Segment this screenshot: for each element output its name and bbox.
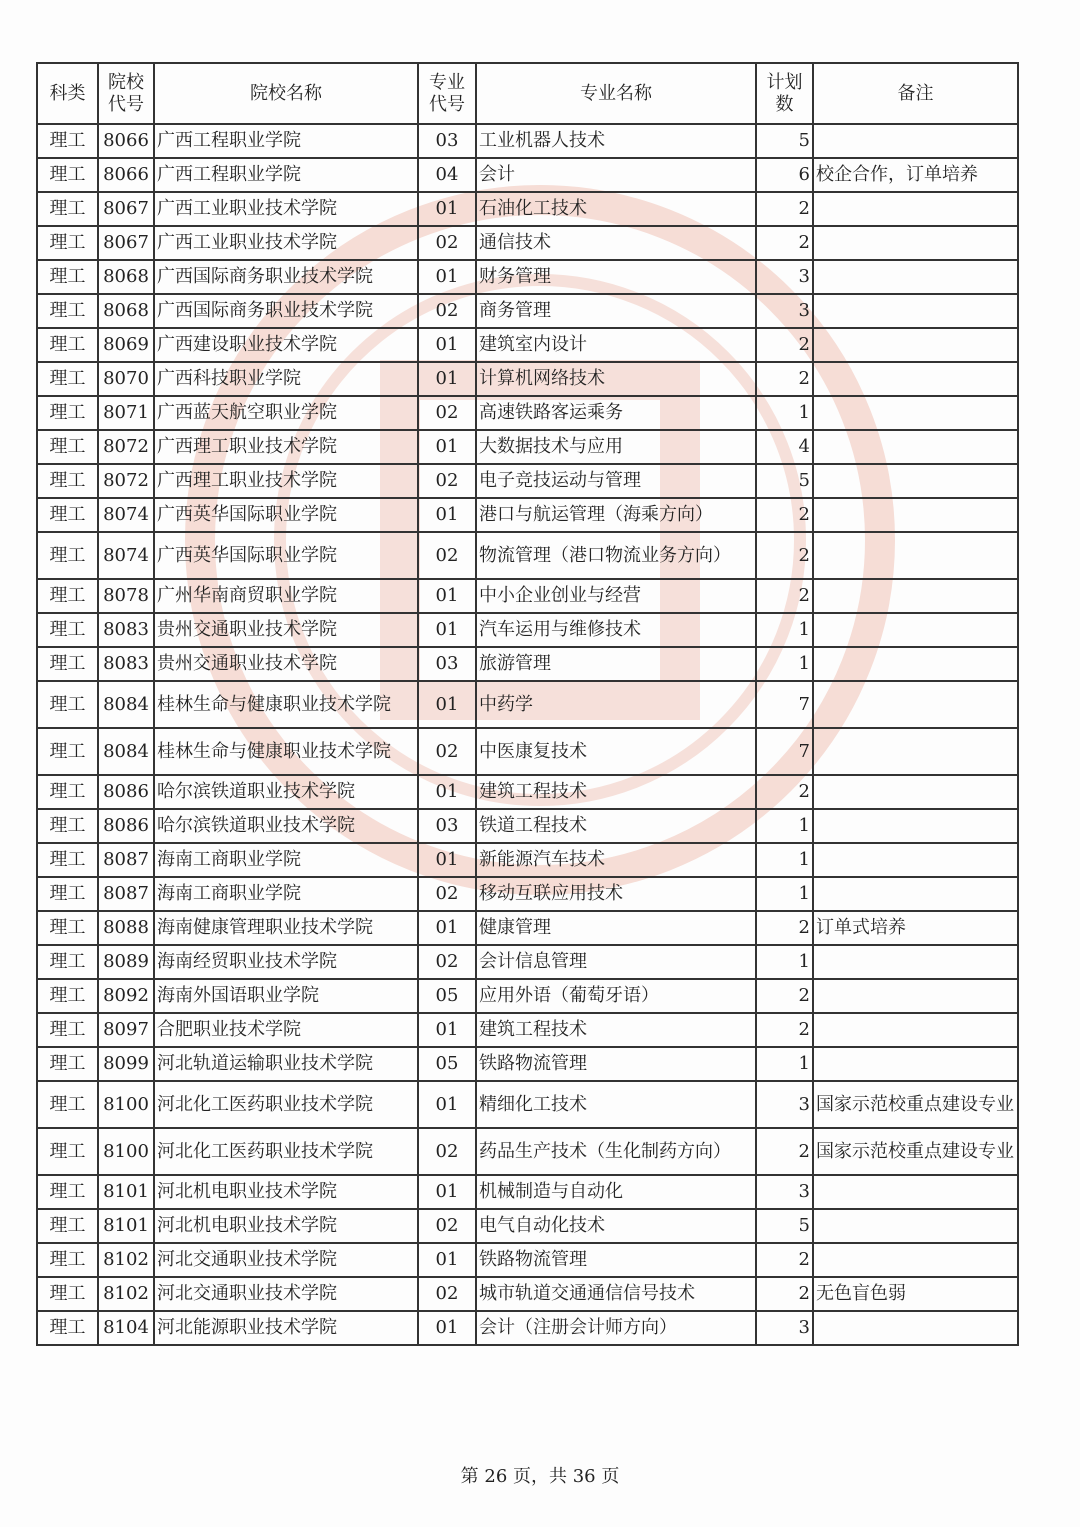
cell-major-name: 精细化工技术 <box>476 1081 756 1128</box>
table-row <box>37 464 1018 498</box>
cell-major-name: 物流管理（港口物流业务方向） <box>476 532 756 579</box>
cell-school-code: 8100 <box>98 1128 154 1175</box>
cell-major-code: 01 <box>418 260 476 294</box>
cell-category: 理工 <box>37 775 98 809</box>
cell-category: 理工 <box>37 498 98 532</box>
cell-school-code: 8067 <box>98 226 154 260</box>
cell-remarks <box>813 877 1018 911</box>
cell-major-name: 建筑室内设计 <box>476 328 756 362</box>
page-number: 第 26 页，共 36 页 <box>460 1466 620 1487</box>
cell-major-code: 01 <box>418 1013 476 1047</box>
cell-major-name: 会计信息管理 <box>476 945 756 979</box>
cell-plan-count: 5 <box>756 124 813 158</box>
cell-major-name: 港口与航运管理（海乘方向） <box>476 498 756 532</box>
cell-school-code: 8084 <box>98 681 154 728</box>
cell-major-name: 工业机器人技术 <box>476 124 756 158</box>
cell-plan-count: 3 <box>756 1175 813 1209</box>
cell-remarks <box>813 945 1018 979</box>
cell-plan-count: 2 <box>756 911 813 945</box>
cell-category: 理工 <box>37 809 98 843</box>
cell-major-name: 铁道工程技术 <box>476 809 756 843</box>
cell-plan-count: 2 <box>756 226 813 260</box>
cell-major-code: 01 <box>418 1311 476 1345</box>
table-row <box>37 498 1018 532</box>
cell-plan-count: 6 <box>756 158 813 192</box>
cell-category: 理工 <box>37 1081 98 1128</box>
cell-category: 理工 <box>37 728 98 775</box>
cell-school-name: 广西建设职业技术学院 <box>154 328 418 362</box>
admission-plan-table <box>36 62 1019 1346</box>
cell-category: 理工 <box>37 1243 98 1277</box>
cell-major-code: 03 <box>418 647 476 681</box>
cell-school-code: 8067 <box>98 192 154 226</box>
cell-school-code: 8102 <box>98 1277 154 1311</box>
cell-major-code: 01 <box>418 775 476 809</box>
cell-plan-count: 2 <box>756 775 813 809</box>
cell-school-code: 8104 <box>98 1311 154 1345</box>
cell-major-code: 01 <box>418 843 476 877</box>
cell-remarks <box>813 1175 1018 1209</box>
cell-category: 理工 <box>37 430 98 464</box>
cell-major-name: 商务管理 <box>476 294 756 328</box>
cell-school-name: 河北交通职业技术学院 <box>154 1277 418 1311</box>
cell-remarks <box>813 728 1018 775</box>
cell-plan-count: 2 <box>756 579 813 613</box>
cell-major-name: 电子竞技运动与管理 <box>476 464 756 498</box>
cell-remarks <box>813 579 1018 613</box>
cell-school-code: 8099 <box>98 1047 154 1081</box>
cell-plan-count: 2 <box>756 1013 813 1047</box>
cell-remarks <box>813 192 1018 226</box>
table-row <box>37 579 1018 613</box>
cell-major-name: 健康管理 <box>476 911 756 945</box>
cell-school-name: 桂林生命与健康职业技术学院 <box>154 681 418 728</box>
cell-remarks <box>813 260 1018 294</box>
cell-plan-count: 2 <box>756 1243 813 1277</box>
cell-school-code: 8072 <box>98 430 154 464</box>
cell-category: 理工 <box>37 1209 98 1243</box>
cell-school-code: 8068 <box>98 260 154 294</box>
cell-school-code: 8086 <box>98 775 154 809</box>
cell-major-name: 财务管理 <box>476 260 756 294</box>
table-row <box>37 1311 1018 1345</box>
cell-major-name: 旅游管理 <box>476 647 756 681</box>
cell-major-code: 02 <box>418 396 476 430</box>
cell-major-code: 01 <box>418 192 476 226</box>
cell-school-name: 河北化工医药职业技术学院 <box>154 1128 418 1175</box>
cell-plan-count: 1 <box>756 945 813 979</box>
cell-school-name: 广西科技职业学院 <box>154 362 418 396</box>
cell-remarks: 国家示范校重点建设专业 <box>813 1128 1018 1175</box>
cell-major-name: 新能源汽车技术 <box>476 843 756 877</box>
header-remarks: 备注 <box>813 63 1018 124</box>
cell-school-name: 哈尔滨铁道职业技术学院 <box>154 809 418 843</box>
cell-major-code: 01 <box>418 1243 476 1277</box>
table-row <box>37 809 1018 843</box>
cell-school-code: 8092 <box>98 979 154 1013</box>
cell-major-code: 05 <box>418 1047 476 1081</box>
cell-plan-count: 5 <box>756 464 813 498</box>
header-plan-count: 计划数 <box>756 63 813 124</box>
cell-school-name: 广西国际商务职业技术学院 <box>154 260 418 294</box>
cell-category: 理工 <box>37 613 98 647</box>
cell-major-name: 铁路物流管理 <box>476 1047 756 1081</box>
cell-major-name: 石油化工技术 <box>476 192 756 226</box>
cell-remarks <box>813 1047 1018 1081</box>
cell-remarks <box>813 613 1018 647</box>
cell-school-code: 8089 <box>98 945 154 979</box>
cell-category: 理工 <box>37 294 98 328</box>
table-row <box>37 843 1018 877</box>
cell-remarks <box>813 1209 1018 1243</box>
cell-remarks <box>813 1311 1018 1345</box>
table-header <box>37 63 1018 124</box>
cell-category: 理工 <box>37 647 98 681</box>
cell-plan-count: 1 <box>756 877 813 911</box>
cell-category: 理工 <box>37 532 98 579</box>
header-major-name: 专业名称 <box>476 63 756 124</box>
table-row <box>37 728 1018 775</box>
cell-school-name: 桂林生命与健康职业技术学院 <box>154 728 418 775</box>
cell-category: 理工 <box>37 192 98 226</box>
cell-remarks: 无色盲色弱 <box>813 1277 1018 1311</box>
cell-remarks <box>813 1013 1018 1047</box>
cell-major-code: 02 <box>418 877 476 911</box>
cell-plan-count: 1 <box>756 396 813 430</box>
header-school-code: 院校代号 <box>98 63 154 124</box>
cell-major-code: 01 <box>418 911 476 945</box>
cell-major-name: 中小企业创业与经营 <box>476 579 756 613</box>
cell-major-name: 汽车运用与维修技术 <box>476 613 756 647</box>
cell-school-name: 海南工商职业学院 <box>154 877 418 911</box>
cell-school-code: 8074 <box>98 498 154 532</box>
cell-school-name: 海南经贸职业技术学院 <box>154 945 418 979</box>
cell-remarks <box>813 1243 1018 1277</box>
cell-category: 理工 <box>37 579 98 613</box>
cell-remarks <box>813 362 1018 396</box>
table-row <box>37 1243 1018 1277</box>
table-row <box>37 613 1018 647</box>
cell-plan-count: 1 <box>756 613 813 647</box>
cell-plan-count: 7 <box>756 681 813 728</box>
cell-plan-count: 2 <box>756 1128 813 1175</box>
cell-school-name: 河北能源职业技术学院 <box>154 1311 418 1345</box>
cell-major-name: 机械制造与自动化 <box>476 1175 756 1209</box>
cell-school-code: 8086 <box>98 809 154 843</box>
cell-plan-count: 7 <box>756 728 813 775</box>
cell-school-code: 8102 <box>98 1243 154 1277</box>
table-row <box>37 911 1018 945</box>
cell-plan-count: 2 <box>756 362 813 396</box>
cell-school-code: 8087 <box>98 843 154 877</box>
cell-school-name: 海南健康管理职业技术学院 <box>154 911 418 945</box>
cell-major-name: 药品生产技术（生化制药方向） <box>476 1128 756 1175</box>
table-row <box>37 1277 1018 1311</box>
cell-major-name: 计算机网络技术 <box>476 362 756 396</box>
cell-major-code: 02 <box>418 1128 476 1175</box>
cell-school-name: 广西工程职业学院 <box>154 124 418 158</box>
cell-remarks <box>813 124 1018 158</box>
cell-remarks <box>813 294 1018 328</box>
cell-category: 理工 <box>37 681 98 728</box>
cell-major-code: 02 <box>418 728 476 775</box>
cell-school-code: 8068 <box>98 294 154 328</box>
cell-school-code: 8066 <box>98 124 154 158</box>
cell-remarks <box>813 226 1018 260</box>
cell-major-code: 02 <box>418 1277 476 1311</box>
cell-major-name: 会计（注册会计师方向） <box>476 1311 756 1345</box>
table-row <box>37 979 1018 1013</box>
cell-school-name: 贵州交通职业技术学院 <box>154 647 418 681</box>
cell-school-name: 河北机电职业技术学院 <box>154 1175 418 1209</box>
cell-plan-count: 2 <box>756 979 813 1013</box>
header-school-name: 院校名称 <box>154 63 418 124</box>
cell-major-code: 02 <box>418 532 476 579</box>
cell-category: 理工 <box>37 1311 98 1345</box>
cell-major-code: 03 <box>418 809 476 843</box>
cell-major-code: 04 <box>418 158 476 192</box>
table-row <box>37 1209 1018 1243</box>
cell-remarks: 校企合作，订单培养 <box>813 158 1018 192</box>
table-row <box>37 1013 1018 1047</box>
table-row <box>37 158 1018 192</box>
cell-category: 理工 <box>37 945 98 979</box>
table-row <box>37 877 1018 911</box>
cell-school-name: 广西理工职业技术学院 <box>154 464 418 498</box>
cell-plan-count: 2 <box>756 1277 813 1311</box>
cell-remarks <box>813 843 1018 877</box>
cell-school-name: 广西英华国际职业学院 <box>154 498 418 532</box>
cell-major-name: 通信技术 <box>476 226 756 260</box>
cell-plan-count: 3 <box>756 1311 813 1345</box>
cell-school-name: 广西工程职业学院 <box>154 158 418 192</box>
cell-major-name: 建筑工程技术 <box>476 1013 756 1047</box>
cell-major-name: 移动互联应用技术 <box>476 877 756 911</box>
cell-school-name: 河北交通职业技术学院 <box>154 1243 418 1277</box>
cell-remarks <box>813 809 1018 843</box>
table-row <box>37 396 1018 430</box>
cell-plan-count: 1 <box>756 647 813 681</box>
cell-major-code: 01 <box>418 328 476 362</box>
table-row <box>37 124 1018 158</box>
cell-major-name: 高速铁路客运乘务 <box>476 396 756 430</box>
cell-remarks <box>813 430 1018 464</box>
cell-plan-count: 1 <box>756 809 813 843</box>
cell-major-code: 01 <box>418 579 476 613</box>
cell-plan-count: 3 <box>756 1081 813 1128</box>
cell-major-code: 01 <box>418 613 476 647</box>
table-row <box>37 260 1018 294</box>
cell-category: 理工 <box>37 911 98 945</box>
cell-category: 理工 <box>37 396 98 430</box>
cell-school-code: 8074 <box>98 532 154 579</box>
table-row <box>37 681 1018 728</box>
table-row <box>37 226 1018 260</box>
cell-remarks <box>813 532 1018 579</box>
cell-major-name: 会计 <box>476 158 756 192</box>
cell-major-code: 03 <box>418 124 476 158</box>
cell-major-name: 电气自动化技术 <box>476 1209 756 1243</box>
cell-plan-count: 2 <box>756 532 813 579</box>
cell-plan-count: 4 <box>756 430 813 464</box>
cell-major-code: 02 <box>418 464 476 498</box>
cell-remarks <box>813 464 1018 498</box>
cell-major-name: 建筑工程技术 <box>476 775 756 809</box>
cell-school-name: 贵州交通职业技术学院 <box>154 613 418 647</box>
cell-major-name: 大数据技术与应用 <box>476 430 756 464</box>
cell-school-code: 8101 <box>98 1209 154 1243</box>
cell-school-name: 合肥职业技术学院 <box>154 1013 418 1047</box>
cell-school-name: 广西英华国际职业学院 <box>154 532 418 579</box>
cell-school-name: 海南工商职业学院 <box>154 843 418 877</box>
cell-school-code: 8101 <box>98 1175 154 1209</box>
cell-school-name: 海南外国语职业学院 <box>154 979 418 1013</box>
cell-plan-count: 3 <box>756 294 813 328</box>
cell-school-name: 河北化工医药职业技术学院 <box>154 1081 418 1128</box>
cell-school-code: 8097 <box>98 1013 154 1047</box>
cell-school-code: 8078 <box>98 579 154 613</box>
cell-school-name: 广西理工职业技术学院 <box>154 430 418 464</box>
cell-remarks <box>813 979 1018 1013</box>
cell-plan-count: 1 <box>756 843 813 877</box>
cell-major-code: 01 <box>418 498 476 532</box>
table-row <box>37 192 1018 226</box>
cell-category: 理工 <box>37 1128 98 1175</box>
cell-major-name: 中药学 <box>476 681 756 728</box>
cell-school-code: 8083 <box>98 647 154 681</box>
header-major-code: 专业代号 <box>418 63 476 124</box>
cell-plan-count: 5 <box>756 1209 813 1243</box>
cell-major-code: 01 <box>418 430 476 464</box>
cell-major-name: 城市轨道交通通信信号技术 <box>476 1277 756 1311</box>
cell-category: 理工 <box>37 1175 98 1209</box>
cell-school-name: 广西工业职业技术学院 <box>154 192 418 226</box>
cell-category: 理工 <box>37 464 98 498</box>
cell-category: 理工 <box>37 1013 98 1047</box>
cell-school-code: 8100 <box>98 1081 154 1128</box>
table-row <box>37 1047 1018 1081</box>
table-row <box>37 647 1018 681</box>
cell-major-code: 02 <box>418 945 476 979</box>
cell-category: 理工 <box>37 843 98 877</box>
cell-remarks: 国家示范校重点建设专业 <box>813 1081 1018 1128</box>
cell-major-code: 05 <box>418 979 476 1013</box>
cell-major-code: 02 <box>418 1209 476 1243</box>
cell-major-code: 02 <box>418 294 476 328</box>
cell-category: 理工 <box>37 158 98 192</box>
cell-remarks <box>813 681 1018 728</box>
cell-plan-count: 3 <box>756 260 813 294</box>
cell-category: 理工 <box>37 979 98 1013</box>
cell-school-name: 广州华南商贸职业学院 <box>154 579 418 613</box>
cell-category: 理工 <box>37 1047 98 1081</box>
table-row <box>37 1128 1018 1175</box>
cell-remarks <box>813 328 1018 362</box>
cell-plan-count: 1 <box>756 1047 813 1081</box>
cell-school-code: 8088 <box>98 911 154 945</box>
cell-school-code: 8066 <box>98 158 154 192</box>
cell-major-code: 02 <box>418 226 476 260</box>
cell-school-code: 8069 <box>98 328 154 362</box>
cell-category: 理工 <box>37 328 98 362</box>
cell-plan-count: 2 <box>756 498 813 532</box>
cell-school-name: 河北轨道运输职业技术学院 <box>154 1047 418 1081</box>
table-row <box>37 775 1018 809</box>
table-row <box>37 294 1018 328</box>
cell-school-code: 8070 <box>98 362 154 396</box>
cell-remarks <box>813 396 1018 430</box>
cell-school-name: 河北机电职业技术学院 <box>154 1209 418 1243</box>
cell-school-code: 8071 <box>98 396 154 430</box>
cell-category: 理工 <box>37 362 98 396</box>
cell-school-code: 8072 <box>98 464 154 498</box>
cell-plan-count: 2 <box>756 328 813 362</box>
table-row <box>37 1081 1018 1128</box>
cell-major-code: 01 <box>418 1081 476 1128</box>
cell-school-code: 8084 <box>98 728 154 775</box>
cell-remarks: 订单式培养 <box>813 911 1018 945</box>
cell-major-name: 应用外语（葡萄牙语） <box>476 979 756 1013</box>
cell-remarks <box>813 775 1018 809</box>
cell-school-name: 广西蓝天航空职业学院 <box>154 396 418 430</box>
cell-category: 理工 <box>37 1277 98 1311</box>
table-row <box>37 362 1018 396</box>
cell-school-name: 广西国际商务职业技术学院 <box>154 294 418 328</box>
cell-school-name: 广西工业职业技术学院 <box>154 226 418 260</box>
cell-major-name: 中医康复技术 <box>476 728 756 775</box>
cell-major-name: 铁路物流管理 <box>476 1243 756 1277</box>
cell-major-code: 01 <box>418 1175 476 1209</box>
cell-remarks <box>813 498 1018 532</box>
cell-category: 理工 <box>37 260 98 294</box>
table-row <box>37 532 1018 579</box>
cell-plan-count: 2 <box>756 192 813 226</box>
table-row <box>37 328 1018 362</box>
table-row <box>37 430 1018 464</box>
cell-category: 理工 <box>37 124 98 158</box>
cell-category: 理工 <box>37 226 98 260</box>
cell-category: 理工 <box>37 877 98 911</box>
cell-major-code: 01 <box>418 681 476 728</box>
cell-school-code: 8083 <box>98 613 154 647</box>
cell-school-code: 8087 <box>98 877 154 911</box>
table-row <box>37 945 1018 979</box>
header-category: 科类 <box>37 63 98 124</box>
cell-remarks <box>813 647 1018 681</box>
table-row <box>37 1175 1018 1209</box>
cell-school-name: 哈尔滨铁道职业技术学院 <box>154 775 418 809</box>
cell-major-code: 01 <box>418 362 476 396</box>
